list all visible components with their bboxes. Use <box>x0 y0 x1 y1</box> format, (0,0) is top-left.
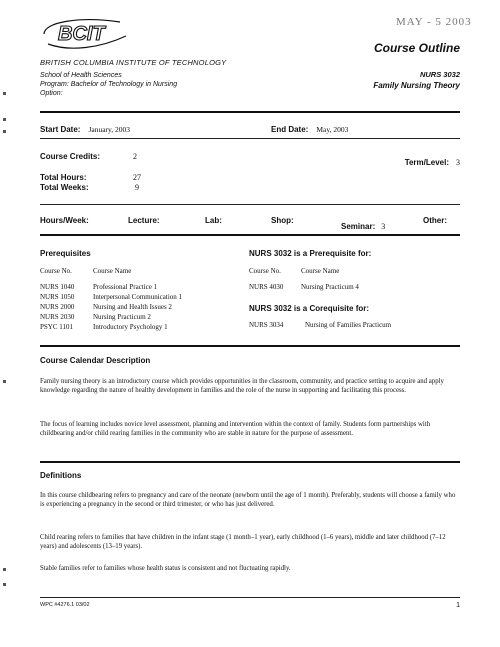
total-hours-value: 27 <box>133 173 141 182</box>
definitions-heading: Definitions <box>40 471 82 480</box>
course-no: NURS 1040 <box>40 283 75 291</box>
definitions-paragraph: Stable families refer to families whose health status is consistent and not fluctuating rapidly. <box>40 565 291 572</box>
program-name: Program: Bachelor of Technology in Nursing <box>40 81 178 88</box>
margin-mark <box>3 92 6 95</box>
course-title: Nursing Practicum 2 <box>93 313 151 321</box>
definitions-paragraph: In this course childbearing refers to pregnancy and care of the neonate (newborn until the age of 1 month). Preferably, students will choose a family who is experiencing a pregnancy in the second or third trimester, or who has just delivered. <box>40 492 456 509</box>
table-row <box>93 323 168 331</box>
table-row <box>249 283 283 291</box>
course-title: Interpersonal Communication 1 <box>93 293 183 301</box>
calendar-heading: Course Calendar Description <box>40 356 151 365</box>
margin-mark <box>3 583 6 586</box>
divider <box>40 204 460 205</box>
margin-mark <box>3 568 6 571</box>
start-date-value: January, 2003 <box>88 125 131 134</box>
school-name: School of Health Sciences <box>40 72 122 79</box>
course-title: Nursing of Families Practicum <box>305 321 392 329</box>
course-no: NURS 2000 <box>40 303 75 311</box>
logo-text: BCIT <box>58 23 105 45</box>
term-label: Term/Level: <box>404 158 449 167</box>
prereq-for-col-no: Course No. <box>249 267 281 275</box>
bcit-logo <box>40 14 130 52</box>
prereq-for-col-name: Course Name <box>301 267 340 275</box>
divider <box>40 234 460 236</box>
course-no: NURS 1050 <box>40 293 75 301</box>
prereq-for-heading: NURS 3032 is a Prerequisite for: <box>249 249 372 258</box>
hours-week-label: Hours/Week: <box>40 216 89 225</box>
table-row <box>93 303 172 311</box>
received-stamp: MAY - 5 2003 <box>396 16 472 28</box>
table-row <box>93 283 157 291</box>
start-date-label: Start Date: <box>40 125 81 134</box>
option-label: Option: <box>40 90 63 97</box>
course-title: Introductory Psychology 1 <box>93 323 168 331</box>
calendar-paragraph: Family nursing theory is an introductory course which provides opportunities in the classroom, community, and practice setting to acquire and apply knowledge regarding the nature of healthy development in families and the role of the nurse in supporting and facilitating this process. <box>40 378 444 395</box>
seminar-value: 3 <box>381 222 386 231</box>
seminar <box>341 216 385 234</box>
other-label: Other: <box>423 216 447 225</box>
seminar-label: Seminar: <box>341 222 376 231</box>
course-title: Nursing Practicum 4 <box>301 283 359 291</box>
institute-name: BRITISH COLUMBIA INSTITUTE OF TECHNOLOGY <box>40 58 227 67</box>
logo-swoosh-icon <box>40 14 130 52</box>
prereq-col-name: Course Name <box>93 267 132 275</box>
definitions-paragraph: Child rearing refers to families that have children in the infant stage (1 month–1 year), early childhood (1–6 years), middle and later childhood (7–12 years) and adolescents (13–19 years). <box>40 534 446 551</box>
course-identity <box>373 70 460 91</box>
table-row <box>301 283 359 291</box>
table-row <box>93 313 151 321</box>
lecture-label: Lecture: <box>128 216 160 225</box>
divider <box>40 461 460 463</box>
margin-mark <box>3 118 6 121</box>
course-code: NURS 3032 <box>419 70 460 79</box>
credits-label: Course Credits: <box>40 152 101 161</box>
lab-label: Lab: <box>205 216 222 225</box>
divider <box>40 345 460 347</box>
course-no: NURS 3034 <box>249 321 284 329</box>
end-date <box>271 119 348 137</box>
credits-value: 2 <box>133 152 137 161</box>
margin-mark <box>3 380 6 383</box>
footer-reference: WPC #4276.1 03/02 <box>40 602 90 608</box>
total-weeks-label: Total Weeks: <box>40 183 89 192</box>
coreq-heading: NURS 3032 is a Corequisite for: <box>249 304 370 313</box>
divider <box>40 138 460 139</box>
shop-label: Shop: <box>271 216 294 225</box>
calendar-paragraph: The focus of learning includes novice level assessment, planning and intervention within the context of family. Students form partnerships with childbearing and/or child rearing families in the community who are stable in nature for the purpose of assessment. <box>40 421 431 438</box>
prereq-heading: Prerequisites <box>40 249 91 258</box>
course-no: NURS 4030 <box>249 283 284 291</box>
document-title: Course Outline <box>373 41 460 55</box>
table-row <box>40 293 74 301</box>
total-hours-label: Total Hours: <box>40 173 87 182</box>
term-value: 3 <box>456 158 460 167</box>
divider <box>40 111 460 113</box>
prereq-col-no: Course No. <box>40 267 72 275</box>
course-no: NURS 2030 <box>40 313 75 321</box>
course-title: Nursing and Health Issues 2 <box>93 303 172 311</box>
course-no: PSYC 1101 <box>40 323 74 331</box>
table-row <box>40 313 74 321</box>
table-row <box>40 303 74 311</box>
course-name: Family Nursing Theory <box>373 81 460 90</box>
table-row <box>305 321 391 329</box>
divider <box>40 597 460 598</box>
course-title: Professional Practice 1 <box>93 283 158 291</box>
table-row <box>40 283 74 291</box>
margin-mark <box>3 130 6 133</box>
table-row <box>249 321 283 329</box>
program-info <box>40 71 177 98</box>
start-date <box>40 119 130 137</box>
total-weeks-value: 9 <box>135 183 139 192</box>
term-level <box>405 152 460 170</box>
end-date-value: May, 2003 <box>316 125 349 134</box>
table-row <box>93 293 182 301</box>
table-row <box>40 323 73 331</box>
page-number: 1 <box>456 602 460 609</box>
end-date-label: End Date: <box>271 125 309 134</box>
